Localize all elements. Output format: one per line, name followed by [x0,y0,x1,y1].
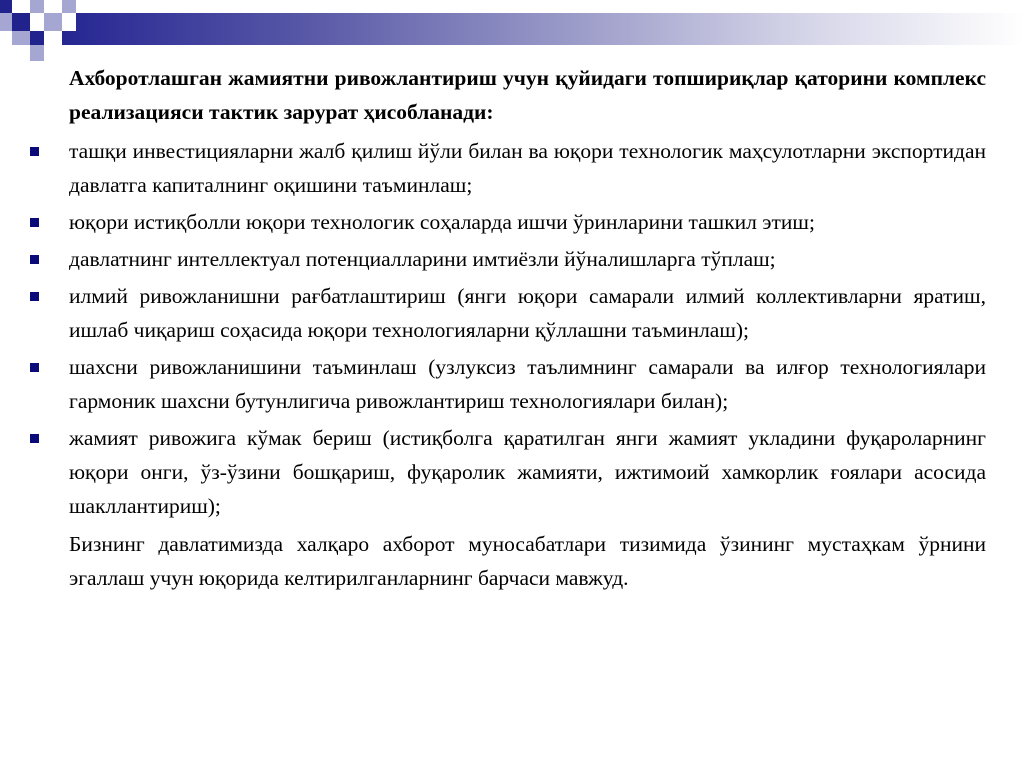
list-item [28,350,986,418]
header-square [12,45,30,61]
header-square [0,31,12,45]
intro-paragraph: Ахборотлашган жамиятни ривожлантириш учун қуйидаги топшириқлар қаторини комплекс реализацияси тактик зарурат ҳисобланади: [69,66,986,124]
closing-paragraph: Бизнинг давлатимизда халқаро ахборот муносабатлари тизимида ўзининг мустаҳкам ўрнини эгаллаш учун юқорида келтирилганларнинг барчаси мавжуд. [69,532,986,590]
square-bullet-icon [30,147,39,156]
header-square [44,0,62,13]
header-square [30,45,44,61]
header-square [62,13,76,31]
square-bullet-icon [30,292,39,301]
list-item-text: ташқи инвестицияларни жалб қилиш йўли билан ва юқори технологик маҳсулотларни экспортидан давлатга капиталнинг оқишини таъминлаш; [69,139,986,197]
header-square [30,13,44,31]
header-square [0,13,12,31]
list-item [28,279,986,347]
square-bullet-icon [30,255,39,264]
list-item [28,421,986,523]
header-square [0,0,12,13]
square-bullet-icon [30,363,39,372]
slide-body [28,61,986,595]
header-square [12,0,30,13]
square-bullet-icon [30,434,39,443]
list-item-text: илмий ривожланишни рағбатлаштириш (янги юқори самарали илмий коллективларни яратиш, ишлаб чиқариш соҳасида юқори технологияларни қўллашни таъминлаш); [69,284,986,342]
header-square [30,31,44,45]
list-item-text: юқори истиқболли юқори технологик соҳаларда ишчи ўринларини ташкил этиш; [69,210,815,234]
square-bullet-icon [30,218,39,227]
header-square [30,0,44,13]
list-item-text: давлатнинг интеллектуал потенциалларини имтиёзли йўналишларга тўплаш; [69,247,776,271]
header-square [62,0,76,13]
list-item-text: жамият ривожига кўмак бериш (истиқболга қаратилган янги жамият укладини фуқароларнинг юқори онги, ўз-ўзини бошқариш, фуқаролик жамияти, ижтимоий хамкорлик ғоялари асосида шакллантириш); [69,426,986,518]
header-square [12,13,30,31]
header-gradient-band [12,13,1024,45]
header-square [12,31,30,45]
list-item [28,134,986,202]
list-item [28,205,986,239]
header-square [44,31,62,45]
list-item-text: шахсни ривожланишини таъминлаш (узлуксиз таълимнинг самарали ва илғор технологиялари гармоник шахсни бутунлигича ривожлантириш технологиялари билан); [69,355,986,413]
header-square [44,13,62,31]
list-item [28,242,986,276]
